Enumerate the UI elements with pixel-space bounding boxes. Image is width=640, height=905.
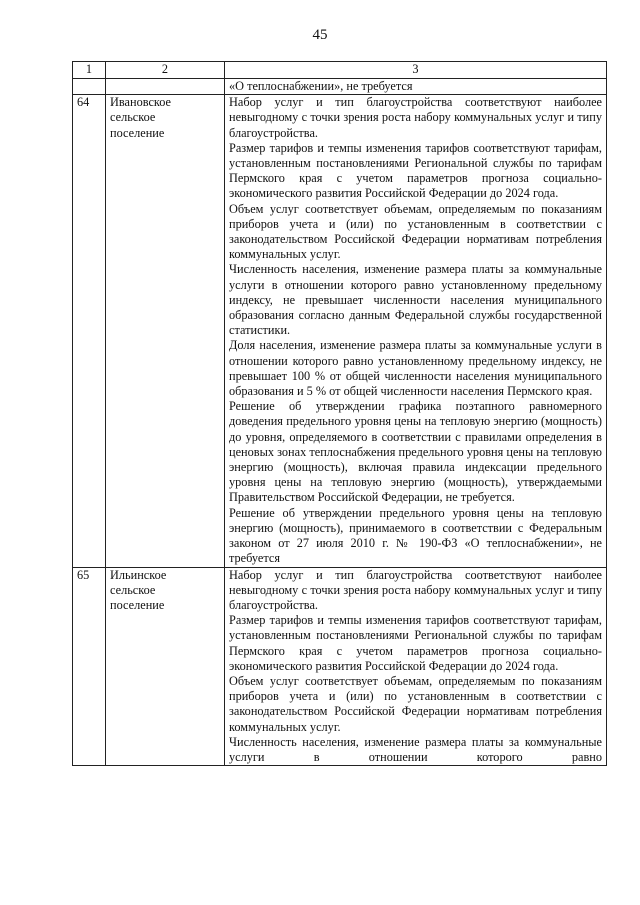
continuation-text: «О теплоснабжении», не требуется bbox=[225, 79, 607, 95]
table-header-row bbox=[73, 62, 607, 79]
description-cell bbox=[225, 567, 607, 766]
row-number: 65 bbox=[73, 567, 106, 766]
header-col-3: 3 bbox=[225, 62, 607, 79]
settlement-name-line: сельское bbox=[110, 110, 156, 125]
row-number: 64 bbox=[73, 95, 106, 567]
continuation-col-1 bbox=[73, 79, 106, 95]
settlement-name-line: Ильинское bbox=[110, 567, 167, 582]
paragraph: Объем услуг соответствует объемам, определяемым по показаниям приборов учета и (или) по установленным в соответствии с законодательством Российской Федерации нормативам потребления коммунальных услуг. bbox=[229, 673, 602, 734]
paragraph: Набор услуг и тип благоустройства соответствуют наиболее невыгодному с точки зрения роста набору коммунальных услуг и типу благоустройства. bbox=[229, 95, 602, 140]
paragraph: Набор услуг и тип благоустройства соответствуют наиболее невыгодному с точки зрения роста набору коммунальных услуг и типу благоустройства. bbox=[229, 567, 602, 612]
paragraph: Размер тарифов и темпы изменения тарифов соответствуют тарифам, установленным постановлениями Региональной службы по тарифам Пермского края с учетом параметров прогноза социально-экономического развития Российской Федерации до 2024 года. bbox=[229, 613, 602, 673]
paragraph: Численность населения, изменение размера платы за коммунальные услуги в отношении которого равно установленному предельному индексу, не превышает численности населения муниципального образования согласно данным Федеральной службы государственной статистики. bbox=[229, 262, 602, 338]
table-row bbox=[73, 567, 607, 766]
settlement-name bbox=[106, 567, 225, 766]
settlement-name-line: Ивановское bbox=[110, 95, 172, 110]
paragraph: Решение об утверждении графика поэтапного равномерного доведения предельного уровня цены на тепловую энергию (мощность) до уровня, определяемого в соответствии с правилами определения в ценовых зонах теплоснабжения предельного уровня цены на тепловую энергию (мощность), включая правила индексации предельного уровня цены на тепловую энергию (мощность), утверждаемыми Правительством Российской Федерации, не требуется. bbox=[229, 399, 602, 505]
settlement-name-line: поселение bbox=[110, 597, 165, 612]
header-col-1: 1 bbox=[73, 62, 106, 79]
table-row bbox=[73, 95, 607, 567]
settlement-name bbox=[106, 95, 225, 567]
paragraph: Доля населения, изменение размера платы за коммунальные услуги в отношении которого равно установленному предельному индексу, не превышает 100 % от общей численности населения муниципального образования и 5 % от общей численности населения Пермского края. bbox=[229, 338, 602, 399]
paragraph: Размер тарифов и темпы изменения тарифов соответствуют тарифам, установленным постановлениями Региональной службы по тарифам Пермского края с учетом параметров прогноза социально-экономического развития Российской Федерации до 2024 года. bbox=[229, 140, 602, 201]
continuation-col-2 bbox=[106, 79, 225, 95]
header-col-2: 2 bbox=[106, 62, 225, 79]
paragraph: Решение об утверждении предельного уровня цены на тепловую энергию (мощность), принимаемого в соответствии с Федеральным законом от 27 июля 2010 г. № 190-ФЗ «О теплоснабжении», не требуется bbox=[229, 505, 602, 566]
settlement-name-line: сельское bbox=[110, 582, 156, 597]
paragraph: Численность населения, изменение размера платы за коммунальные услуги в отношении которого равно bbox=[229, 734, 602, 764]
page-number: 45 bbox=[312, 27, 328, 43]
continuation-row bbox=[73, 79, 607, 95]
document-table bbox=[72, 61, 607, 766]
paragraph: Объем услуг соответствует объемам, определяемым по показаниям приборов учета и (или) по установленным в соответствии с законодательством Российской Федерации нормативам потребления коммунальных услуг. bbox=[229, 201, 602, 262]
description-cell bbox=[225, 95, 607, 567]
settlement-name-line: поселение bbox=[110, 125, 165, 140]
